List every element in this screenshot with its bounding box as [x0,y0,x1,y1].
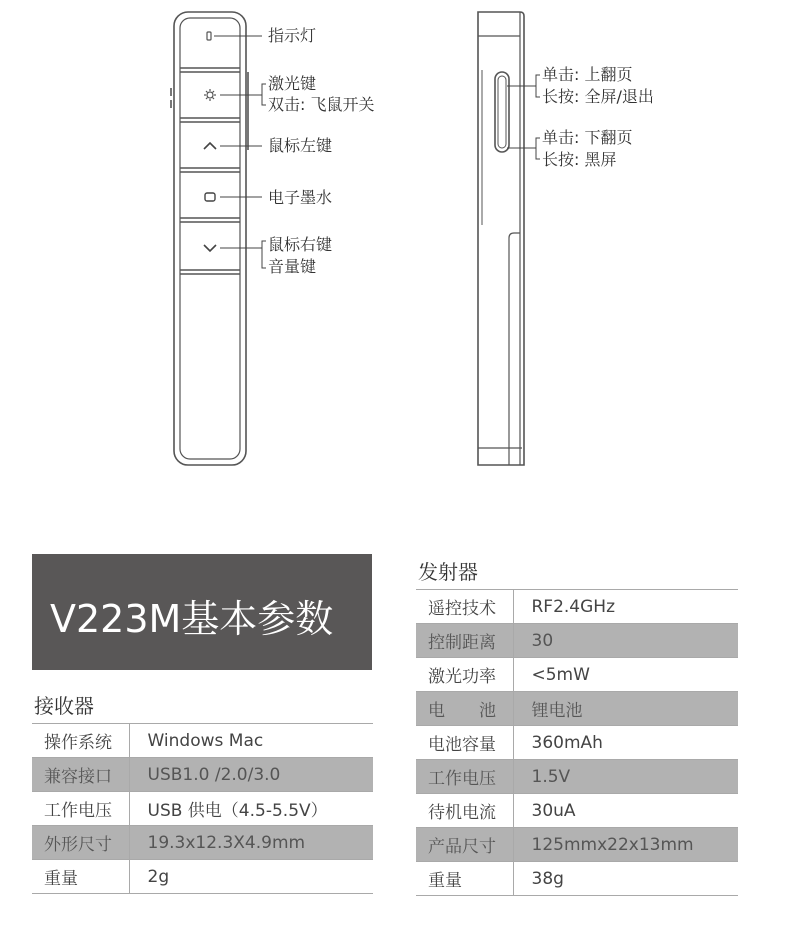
row-value: 30 [513,624,738,658]
row-key: 操作系统 [32,724,129,758]
row-key: 兼容接口 [32,758,129,792]
label-laser: 激光键 [268,74,317,93]
chevron-up-icon [204,143,216,149]
row-value: 锂电池 [513,692,738,726]
table-row [32,758,373,792]
table-row [416,794,738,828]
remote-side-view [478,12,524,465]
chevron-down-icon [204,245,216,251]
transmitter-table [416,589,738,896]
table-row [32,826,373,860]
table-row [416,760,738,794]
indicator-led-icon [207,32,211,40]
table-row [416,828,738,862]
row-value: USB1.0 /2.0/3.0 [129,758,373,792]
label-left-click: 鼠标左键 [268,136,333,155]
square-ink-icon [205,193,215,201]
row-key: 遥控技术 [416,590,513,624]
row-value: 360mAh [513,726,738,760]
row-key: 电池容量 [416,726,513,760]
row-value: 19.3x12.3X4.9mm [129,826,373,860]
row-value: <5mW [513,658,738,692]
receiver-table [32,723,373,894]
row-key: 重量 [416,862,513,896]
row-key: 待机电流 [416,794,513,828]
row-value: USB 供电（4.5-5.5V） [129,792,373,826]
laser-gear-icon [204,89,216,101]
table-row [416,658,738,692]
spec-title-box [32,554,372,670]
row-key: 激光功率 [416,658,513,692]
receiver-heading: 接收器 [34,694,94,718]
table-row [32,860,373,894]
spec-title: V223M基本参数 [50,597,334,641]
remote-front-view [171,12,248,465]
table-row [416,726,738,760]
row-key: 重量 [32,860,129,894]
row-value: 38g [513,862,738,896]
label-right-click: 鼠标右键 [268,235,333,254]
table-row [32,724,373,758]
label-fullscreen: 长按: 全屏/退出 [542,87,654,106]
table-row [416,624,738,658]
label-ink: 电子墨水 [268,188,333,207]
table-row [416,692,738,726]
row-value: 1.5V [513,760,738,794]
label-page-up: 单击: 上翻页 [542,65,633,84]
row-value: Windows Mac [129,724,373,758]
label-indicator: 指示灯 [268,26,317,45]
row-key: 电 池 [416,692,513,726]
row-value: 125mmx22x13mm [513,828,738,862]
row-value: 2g [129,860,373,894]
row-key: 工作电压 [416,760,513,794]
transmitter-heading: 发射器 [418,560,478,584]
table-row [416,862,738,896]
table-row [32,792,373,826]
row-key: 控制距离 [416,624,513,658]
label-volume: 音量键 [268,257,317,276]
row-key: 工作电压 [32,792,129,826]
row-key: 产品尺寸 [416,828,513,862]
row-key: 外形尺寸 [32,826,129,860]
label-page-down: 单击: 下翻页 [542,128,633,147]
row-value: 30uA [513,794,738,828]
label-blackscreen: 长按: 黑屏 [542,150,617,169]
row-value: RF2.4GHz [513,590,738,624]
label-air-mouse: 双击: 飞鼠开关 [268,95,375,114]
table-row [416,590,738,624]
